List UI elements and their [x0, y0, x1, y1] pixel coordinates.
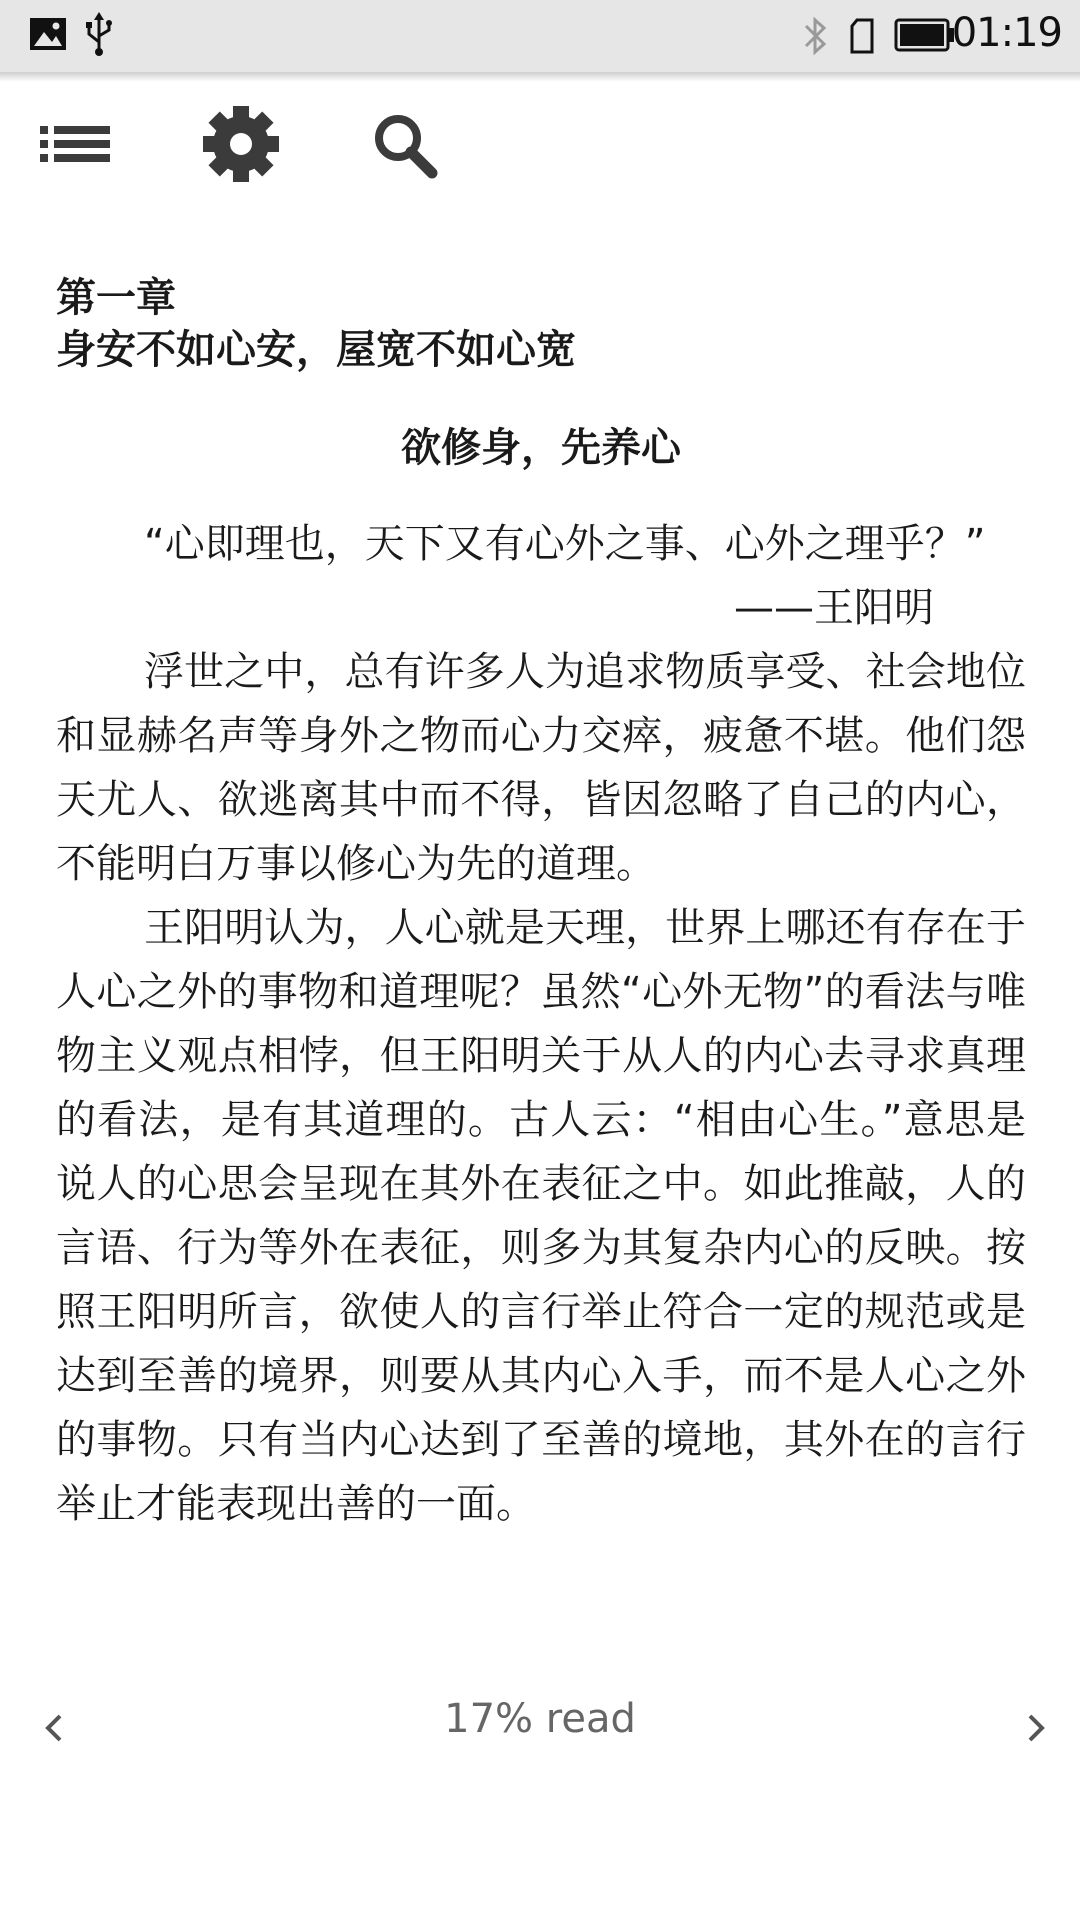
reader-footer — [0, 1690, 1080, 1760]
settings-button[interactable] — [186, 102, 296, 212]
reader-toolbar — [0, 82, 1080, 212]
search-icon — [352, 102, 462, 212]
chevron-right-icon — [1006, 1698, 1066, 1758]
status-clock: 01:19 — [951, 10, 1062, 56]
section-title: 欲修身，先养心 — [401, 425, 681, 471]
settings-gear-icon — [186, 102, 296, 212]
reading-progress: 17% read — [444, 1696, 636, 1742]
chapter-label: 第一章 — [56, 275, 176, 321]
usb-icon — [84, 12, 114, 60]
toc-list-icon — [22, 102, 132, 212]
epigraph-attribution: ——王阳明 — [734, 585, 934, 631]
next-page-button[interactable] — [1006, 1698, 1066, 1758]
chapter-title: 身安不如心安，屋宽不如心宽 — [56, 327, 576, 373]
bluetooth-icon — [800, 14, 830, 62]
status-bar — [0, 0, 1080, 72]
search-button[interactable] — [352, 102, 462, 212]
paragraph: 王阳明认为，人心就是天理，世界上哪还有存在于人心之外的事物和道理呢？虽然“心外无物”的看法与唯物主义观点相悖，但王阳明关于从人的内心去寻求真理的看法，是有其道理的。古人云：“相由心生。”意思是说人的心思会呈现在其外在表征之中。如此推敲，人的言语、行为等外在表征，则多为其复杂内心的反映。按照王阳明所言，欲使人的言行举止符合一定的规范或是达到至善的境界，则要从其内心入手，而不是人心之外的事物。只有当内心达到了至善的境地，其外在的言行举止才能表现出善的一面。 — [56, 905, 1026, 1527]
toc-button[interactable] — [22, 102, 132, 212]
battery-icon — [894, 18, 956, 56]
sim-icon — [848, 18, 876, 58]
book-page-content — [56, 272, 1026, 1536]
epigraph-quote: “心即理也，天下又有心外之事、心外之理乎？” — [144, 521, 986, 567]
image-icon — [28, 16, 68, 56]
paragraph: 浮世之中，总有许多人为追求物质享受、社会地位和显赫名声等身外之物而心力交瘁，疲惫不堪。他们怨天尤人、欲逃离其中而不得，皆因忽略了自己的内心，不能明白万事以修心为先的道理。 — [56, 649, 1026, 887]
